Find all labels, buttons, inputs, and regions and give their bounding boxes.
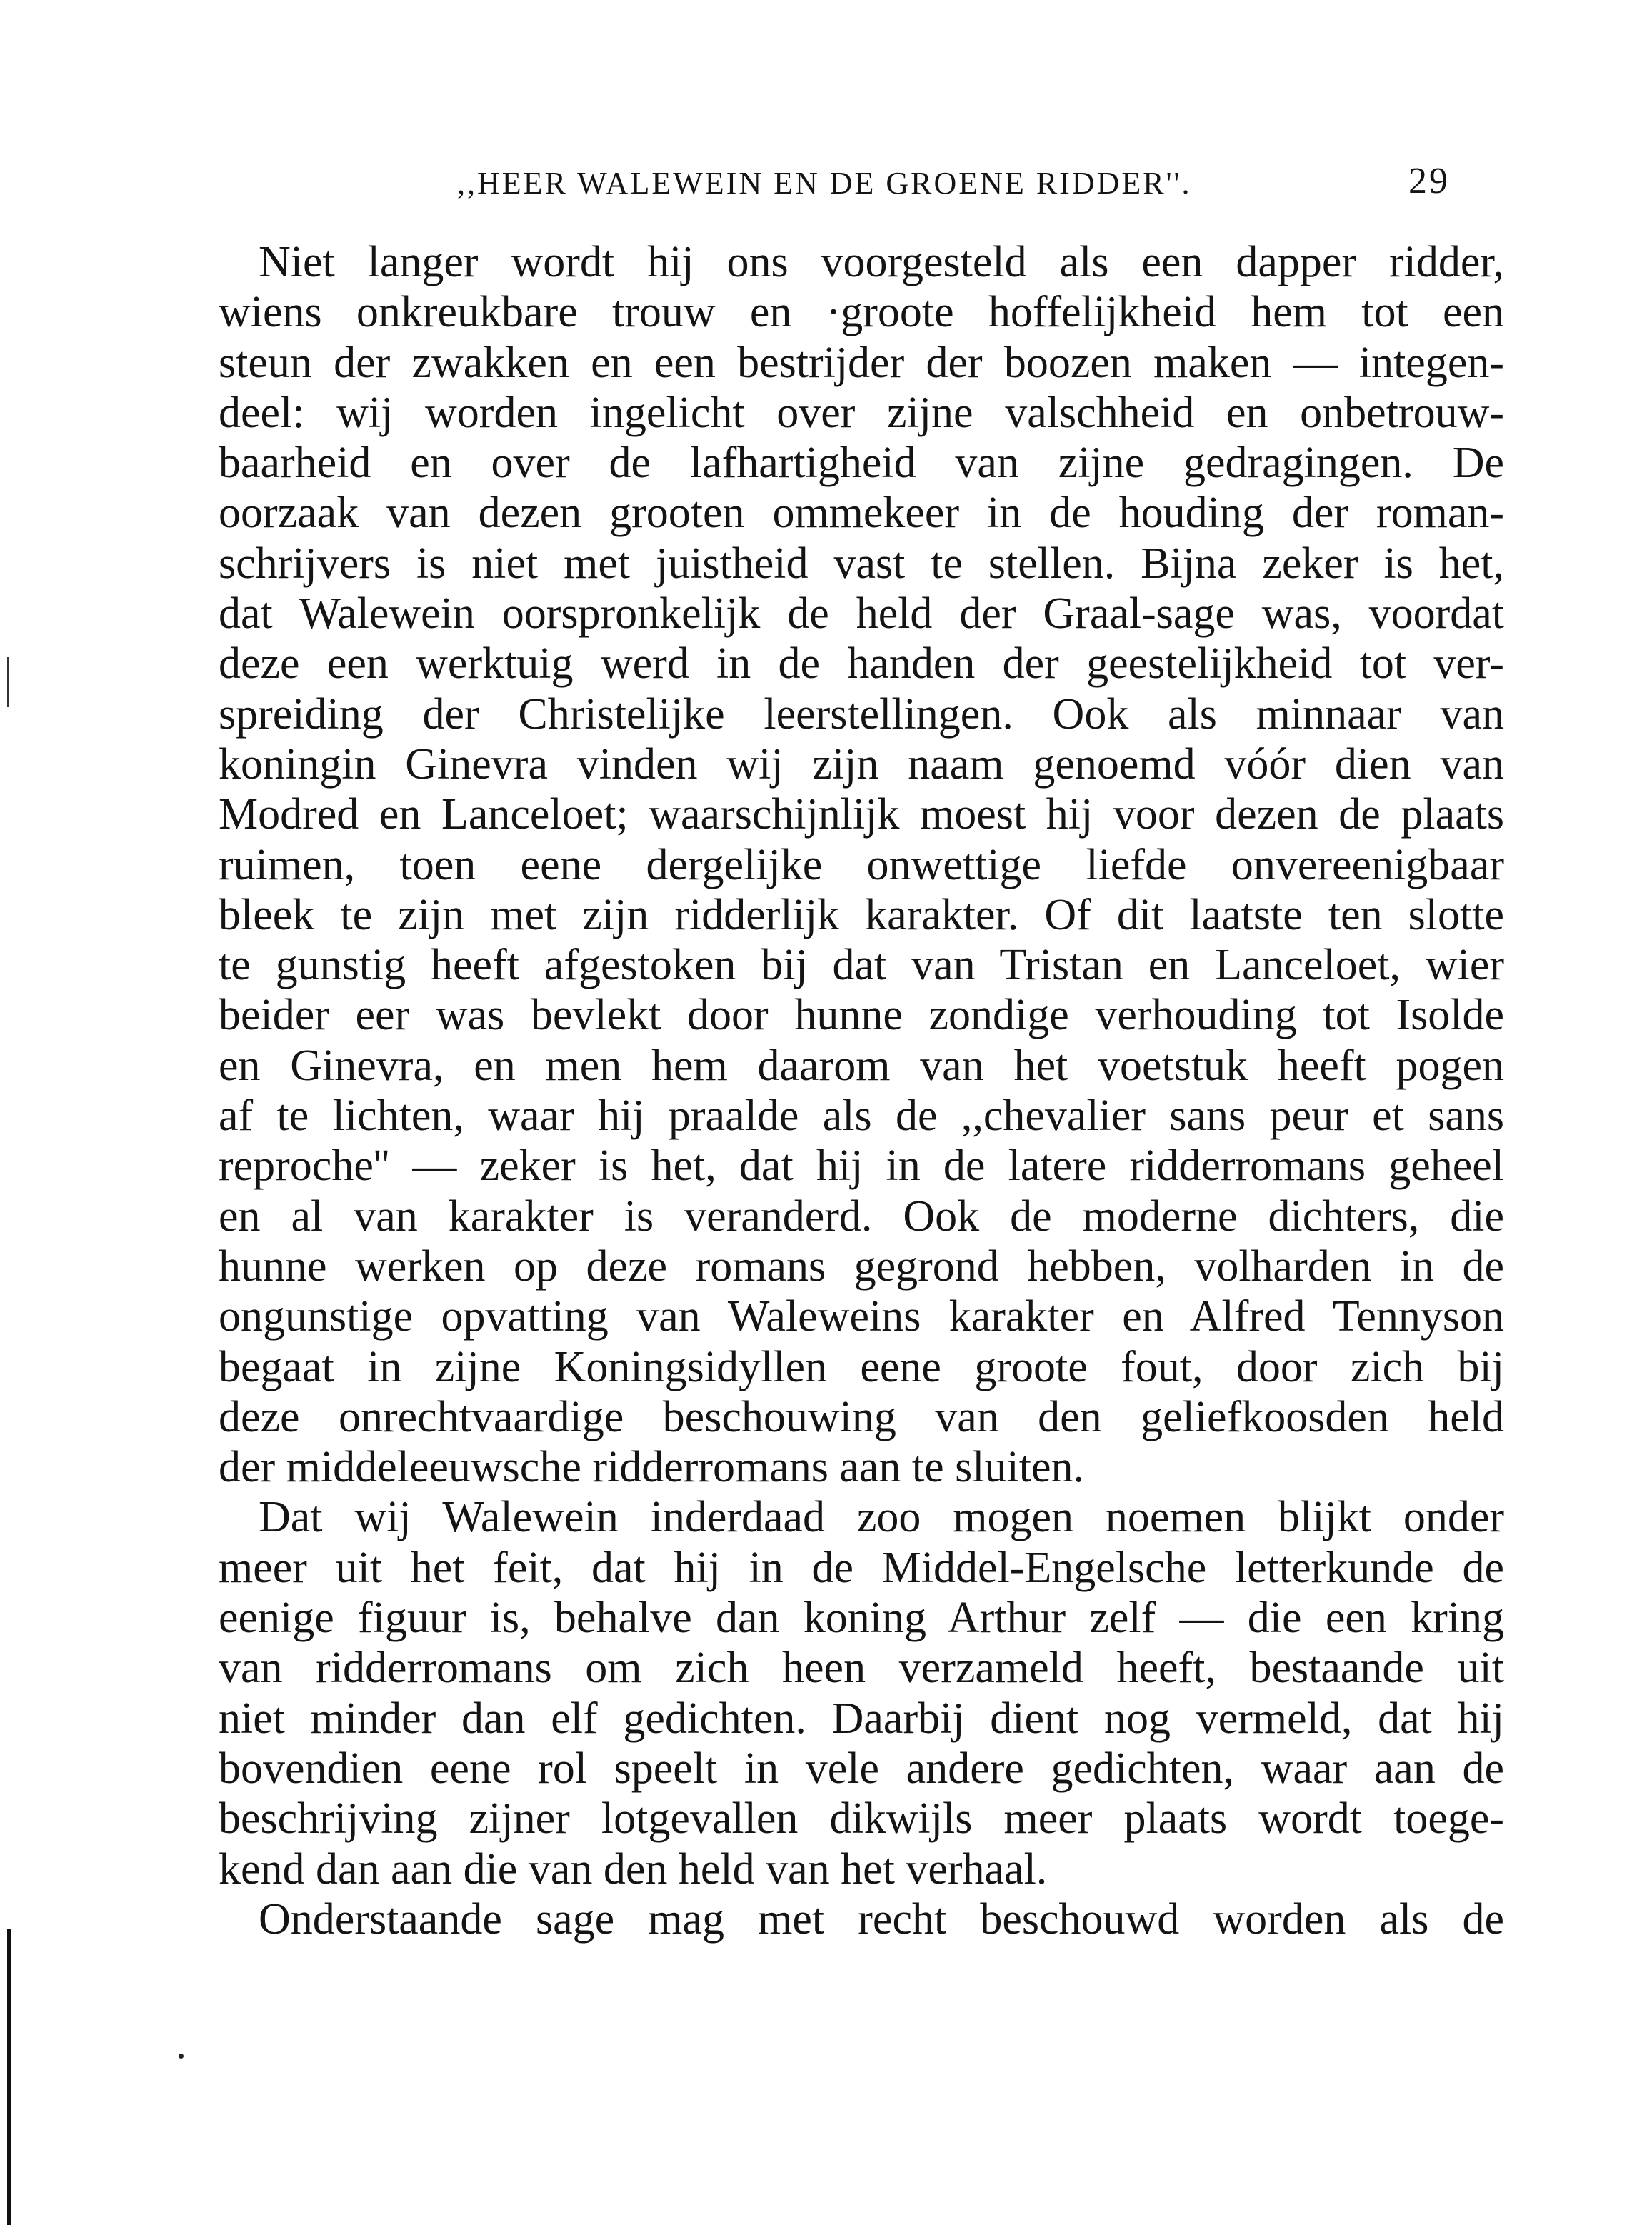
text-line: baarheid en over de lafhartigheid van zijne gedragingen. De bbox=[219, 439, 1504, 488]
text-line: Onderstaande sage mag met recht beschouwd worden als de bbox=[259, 1894, 1504, 1944]
text-line: niet minder dan elf gedichten. Daarbij dient nog vermeld, dat hij bbox=[219, 1694, 1504, 1743]
text-line: Modred en Lanceloet; waarschijnlijk moest hij voor dezen de plaats bbox=[219, 790, 1504, 839]
text-line: bovendien eene rol speelt in vele andere gedichten, waar aan de bbox=[219, 1744, 1504, 1793]
text-line: beider eer was bevlekt door hunne zondige verhouding tot Isolde bbox=[219, 991, 1504, 1040]
text-line: steun der zwakken en een bestrijder der boozen maken — integen- bbox=[219, 338, 1504, 387]
text-line: dat Walewein oorspronkelijk de held der Graal-sage was, voordat bbox=[219, 589, 1504, 639]
text-line: ruimen, toen eene dergelijke onwettige liefde onvereenigbaar bbox=[219, 840, 1504, 889]
running-title: ,,HEER WALEWEIN EN DE GROENE RIDDER''. bbox=[457, 166, 1192, 201]
page-number: 29 bbox=[1408, 161, 1450, 201]
text-line: koningin Ginevra vinden wij zijn naam genoemd vóór dien van bbox=[219, 739, 1504, 789]
text-line: wiens onkreukbare trouw en ·groote hoffelijkheid hem tot een bbox=[219, 288, 1504, 337]
text-line: deze onrechtvaardige beschouwing van den geliefkoosden held bbox=[219, 1392, 1504, 1441]
text-line: begaat in zijne Koningsidyllen eene groote fout, door zich bij bbox=[219, 1342, 1504, 1391]
text-line: reproche'' — zeker is het, dat hij in de latere ridderromans geheel bbox=[219, 1141, 1504, 1191]
text-line: Niet langer wordt hij ons voorgesteld als een dapper ridder, bbox=[259, 238, 1504, 286]
scan-edge-mark bbox=[7, 1929, 11, 2225]
text-line: der middeleeuwsche ridderromans aan te sluiten. bbox=[219, 1443, 1084, 1492]
text-line: schrijvers is niet met juistheid vast te stellen. Bijna zeker is het, bbox=[219, 539, 1504, 588]
text-line: meer uit het feit, dat hij in de Middel-Engelsche letterkunde de bbox=[219, 1543, 1504, 1592]
text-line: bleek te zijn met zijn ridderlijk karakter. Of dit laatste ten slotte bbox=[219, 890, 1504, 939]
text-line: kend dan aan die van den held van het verhaal. bbox=[219, 1844, 1048, 1894]
text-line: spreiding der Christelijke leerstellingen. Ook als minnaar van bbox=[219, 689, 1504, 739]
text-line: ongunstige opvatting van Waleweins karakter en Alfred Tennyson bbox=[219, 1292, 1504, 1341]
scan-edge-mark bbox=[7, 657, 9, 707]
text-line: en Ginevra, en men hem daarom van het voetstuk heeft pogen bbox=[219, 1041, 1504, 1090]
text-line: beschrijving zijner lotgevallen dikwijls meer plaats wordt toege- bbox=[219, 1794, 1504, 1844]
scan-speck bbox=[179, 2054, 184, 2059]
text-line: af te lichten, waar hij praalde als de ,,chevalier sans peur et sans bbox=[219, 1091, 1504, 1141]
body-text bbox=[219, 237, 1504, 1944]
text-line: deel: wij worden ingelicht over zijne valschheid en onbetrouw- bbox=[219, 388, 1504, 437]
text-line: en al van karakter is veranderd. Ook de moderne dichters, die bbox=[219, 1191, 1504, 1241]
text-line: Dat wij Walewein inderdaad zoo mogen noemen blijkt onder bbox=[259, 1493, 1504, 1542]
text-line: eenige figuur is, behalve dan koning Arthur zelf — die een kring bbox=[219, 1594, 1504, 1643]
text-line: van ridderromans om zich heen verzameld heeft, bestaande uit bbox=[219, 1644, 1504, 1693]
text-line: te gunstig heeft afgestoken bij dat van Tristan en Lanceloet, wier bbox=[219, 941, 1504, 990]
text-line: deze een werktuig werd in de handen der geestelijkheid tot ver- bbox=[219, 639, 1504, 689]
text-line: oorzaak van dezen grooten ommekeer in de houding der roman- bbox=[219, 489, 1504, 538]
text-line: hunne werken op deze romans gegrond hebben, volharden in de bbox=[219, 1241, 1504, 1291]
